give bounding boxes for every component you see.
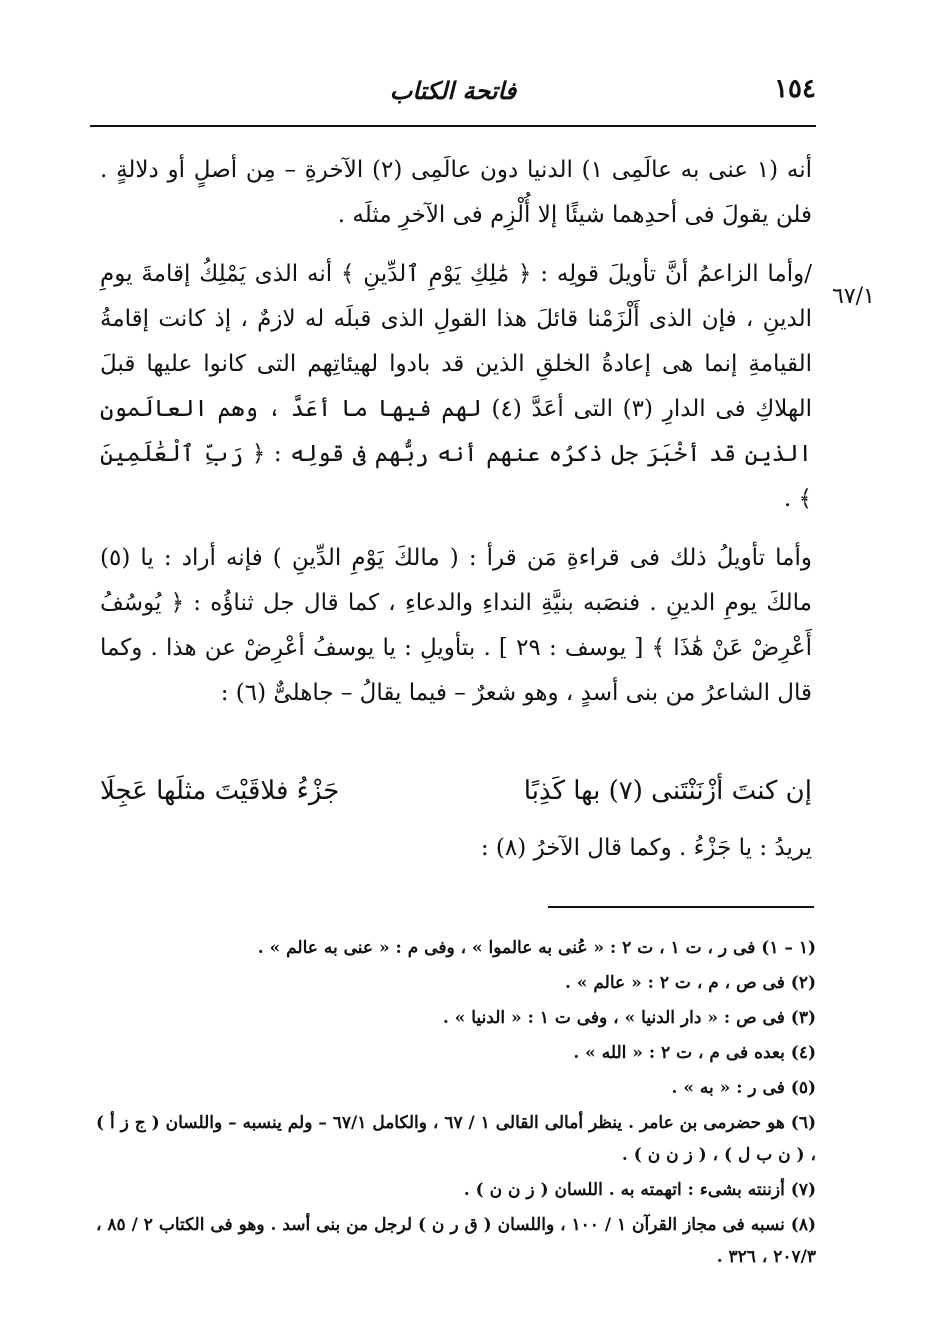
paragraph-1: أنه (١ عنى به عالَمِى ١) الدنيا دون عالَمِى (٢) الآخرةِ – مِن أصلٍ أو دلالةٍ . فلن يقولَ فى أحدِهما شيئًا إلا أُلْزِم فى الآخرِ مثلَه . xyxy=(100,157,812,228)
poetry-verse xyxy=(100,776,812,806)
main-text xyxy=(100,148,812,716)
footnotes xyxy=(96,932,816,1276)
footnote-rule xyxy=(548,906,814,908)
verse-first-hemistich: إن كنتَ أزْنَنْتَنى (٧) بها كَذِبًا xyxy=(523,776,812,806)
footnote-5: (٥) فى ر : « به » . xyxy=(671,1078,816,1098)
paragraph-2: /وأما الزاعمُ أنَّ تأويلَ قولِه : ﴿ مَٰلِكِ يَوْمِ ٱلدِّينِ ﴾ أنه الذى يَمْلِكُ إقامةَ يومِ الدينِ ، فإن الذى أَلْزَمْنا قائلَ هذا القولِ الذى قبلَه له لازمٌ ، إذ كانت إقامةُ القيامةِ إنما هى إعادةُ الخلقِ الذين قد بادوا لهيئاتِهم التى كانوا عليها قبلَ الهلاكِ فى الدارِ (٣) التى أعَدَّ (٤) لهم فيها ما أعَدَّ ، وهم العالَمون الذين قد أخْبَرَ جل ذكرُه عنهم أنه ربُّهم فى قولِه : ﴿ رَبِّ ٱلْعَٰلَمِينَ ﴾ . xyxy=(100,261,812,512)
paragraph-3: وأما تأويلُ ذلك فى قراءةِ مَن قرأ : ( مالكَ يَوْمِ الدِّينِ ) فإنه أراد : يا (٥) مالكَ يومِ الدينِ . فنصَبه بنيَّةِ النداءِ والدعاءِ ، كما قال جل ثناؤُه : ﴿ يُوسُفُ أَعْرِضْ عَنْ هَٰذَا ﴾ [ يوسف : ٢٩ ] . بتأويلِ : يا يوسفُ أعْرِضْ عن هذا . وكما قال الشاعرُ من بنى أسدٍ ، وهو شعرٌ – فيما يقالُ – جاهلىٌّ (٦) : xyxy=(100,545,812,706)
footnote-1: (١ – ١) فى ر ، ت ١ ، ت ٢ : « عُنى به عالموا » ، وفى م : « عنى به عالم » . xyxy=(257,938,816,958)
running-title: فاتحة الكتاب xyxy=(389,76,517,105)
post-verse-line: يريدُ : يا جَزْءُ . وكما قال الآخرُ (٨) : xyxy=(480,835,812,861)
page-number: ١٥٤ xyxy=(774,74,816,104)
footnote-7: (٧) أزننته بشىء : اتهمته به . اللسان ( ز ن ن ) . xyxy=(463,1180,816,1200)
footnote-8: (٨) نسبه فى مجاز القرآن ١ / ١٠٠ ، واللسان ( ق ر ن ) لرجل من بنى أسد . وهو فى الكتاب ٢ / ٨٥ ، ٢٠٧/٣ ، ٣٢٦ . xyxy=(96,1215,817,1267)
footnote-2: (٢) فى ص ، م ، ت ٢ : « عالم » . xyxy=(564,973,816,993)
margin-reference: ٦٧/١ xyxy=(832,284,875,309)
verse-second-hemistich: جَزْءُ فلاقَيْتَ مثلَها عَجِلَا xyxy=(100,776,340,806)
footnote-6: (٦) هو حضرمى بن عامر . ينظر أمالى القالى ١ / ٦٧ ، والكامل ٦٧/١ – ولم ينسبه – واللسان ( ج ز أ ) ، ( ن ب ل ) ، ( ز ن ن ) . xyxy=(96,1113,816,1165)
page-header xyxy=(90,68,816,118)
header-rule xyxy=(90,125,816,127)
footnote-4: (٤) بعده فى م ، ت ٢ : « الله » . xyxy=(573,1043,816,1063)
footnote-3: (٣) فى ص : « دار الدنيا » ، وفى ت ١ : « الدنيا » . xyxy=(442,1008,816,1028)
